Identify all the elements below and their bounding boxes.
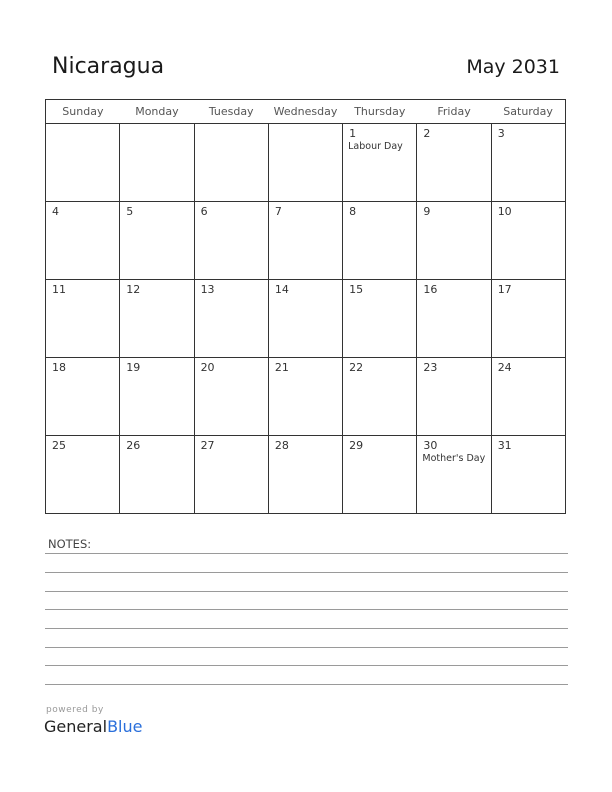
day-number: 17 bbox=[497, 283, 512, 296]
day-number: 3 bbox=[497, 127, 505, 140]
day-cell[interactable] bbox=[194, 436, 268, 514]
day-cell[interactable] bbox=[120, 358, 194, 436]
day-number: 19 bbox=[126, 361, 141, 374]
day-cell[interactable] bbox=[46, 436, 120, 514]
day-cell[interactable] bbox=[417, 124, 491, 202]
day-cell[interactable] bbox=[491, 124, 565, 202]
day-cell[interactable] bbox=[491, 280, 565, 358]
week-row bbox=[46, 202, 566, 280]
weekday-tuesday: Tuesday bbox=[194, 100, 268, 124]
day-cell[interactable] bbox=[268, 124, 342, 202]
day-cell[interactable] bbox=[120, 280, 194, 358]
day-number: 25 bbox=[52, 439, 66, 452]
weekday-header-row bbox=[46, 100, 566, 124]
powered-by-text: powered by bbox=[46, 705, 104, 715]
day-cell[interactable] bbox=[343, 436, 417, 514]
day-cell[interactable] bbox=[268, 436, 342, 514]
day-number: 18 bbox=[52, 361, 66, 374]
day-number: 24 bbox=[497, 361, 512, 374]
day-number: 5 bbox=[126, 205, 134, 218]
day-cell[interactable] bbox=[46, 280, 120, 358]
week-row bbox=[46, 124, 566, 202]
day-cell[interactable] bbox=[417, 358, 491, 436]
day-number: 30 bbox=[423, 439, 438, 452]
day-cell[interactable] bbox=[268, 280, 342, 358]
note-line bbox=[45, 647, 568, 648]
note-line bbox=[45, 628, 568, 629]
day-number: 26 bbox=[126, 439, 141, 452]
note-line bbox=[45, 572, 568, 573]
day-number: 13 bbox=[200, 283, 215, 296]
day-number: 28 bbox=[274, 439, 289, 452]
day-number: 16 bbox=[423, 283, 438, 296]
day-cell[interactable] bbox=[343, 202, 417, 280]
brand-general: General bbox=[44, 717, 108, 736]
day-cell[interactable] bbox=[46, 358, 120, 436]
day-number: 22 bbox=[349, 361, 364, 374]
day-number: 7 bbox=[274, 205, 282, 218]
day-number: 12 bbox=[126, 283, 141, 296]
day-cell[interactable] bbox=[46, 124, 120, 202]
day-cell[interactable] bbox=[343, 280, 417, 358]
day-cell[interactable] bbox=[120, 436, 194, 514]
weekday-wednesday: Wednesday bbox=[268, 100, 342, 124]
note-line bbox=[45, 553, 568, 554]
day-number: 23 bbox=[423, 361, 438, 374]
day-number: 21 bbox=[274, 361, 289, 374]
weekday-saturday: Saturday bbox=[491, 100, 565, 124]
day-cell[interactable] bbox=[194, 358, 268, 436]
day-number: 31 bbox=[497, 439, 512, 452]
week-row bbox=[46, 358, 566, 436]
weekday-monday: Monday bbox=[120, 100, 194, 124]
day-number: 9 bbox=[423, 205, 431, 218]
day-number: 2 bbox=[423, 127, 431, 140]
day-cell[interactable] bbox=[343, 358, 417, 436]
day-cell[interactable] bbox=[46, 202, 120, 280]
notes-label: NOTES: bbox=[48, 537, 92, 551]
calendar-grid bbox=[45, 99, 566, 514]
holiday-label: Mother's Day bbox=[422, 453, 486, 464]
day-number: 15 bbox=[349, 283, 364, 296]
note-line bbox=[45, 684, 568, 685]
day-number: 27 bbox=[200, 439, 215, 452]
day-cell[interactable] bbox=[343, 124, 417, 202]
day-number: 11 bbox=[52, 283, 66, 296]
day-cell[interactable] bbox=[491, 436, 565, 514]
weekday-friday: Friday bbox=[417, 100, 491, 124]
generalblue-logo[interactable] bbox=[44, 717, 142, 736]
day-cell[interactable] bbox=[194, 280, 268, 358]
weekday-thursday: Thursday bbox=[343, 100, 417, 124]
day-cell[interactable] bbox=[194, 202, 268, 280]
day-cell[interactable] bbox=[417, 436, 491, 514]
day-number: 20 bbox=[200, 361, 215, 374]
day-number: 14 bbox=[274, 283, 289, 296]
weekday-sunday: Sunday bbox=[46, 100, 120, 124]
day-number: 4 bbox=[52, 205, 59, 218]
note-line bbox=[45, 609, 568, 610]
day-cell[interactable] bbox=[120, 202, 194, 280]
brand-blue: Blue bbox=[107, 717, 143, 736]
holiday-label: Labour Day bbox=[348, 141, 403, 152]
day-cell[interactable] bbox=[268, 202, 342, 280]
day-cell[interactable] bbox=[417, 202, 491, 280]
day-number: 1 bbox=[349, 127, 357, 140]
day-cell[interactable] bbox=[491, 358, 565, 436]
day-cell[interactable] bbox=[120, 124, 194, 202]
note-line bbox=[45, 665, 568, 666]
week-row bbox=[46, 280, 566, 358]
day-cell[interactable] bbox=[268, 358, 342, 436]
day-cell[interactable] bbox=[417, 280, 491, 358]
country-title: Nicaragua bbox=[52, 54, 165, 79]
day-cell[interactable] bbox=[194, 124, 268, 202]
day-number: 8 bbox=[349, 205, 357, 218]
day-number: 29 bbox=[349, 439, 364, 452]
day-number: 10 bbox=[497, 205, 512, 218]
week-row bbox=[46, 436, 566, 514]
month-title: May 2031 bbox=[466, 56, 560, 78]
note-line bbox=[45, 591, 568, 592]
day-cell[interactable] bbox=[491, 202, 565, 280]
day-number: 6 bbox=[200, 205, 208, 218]
